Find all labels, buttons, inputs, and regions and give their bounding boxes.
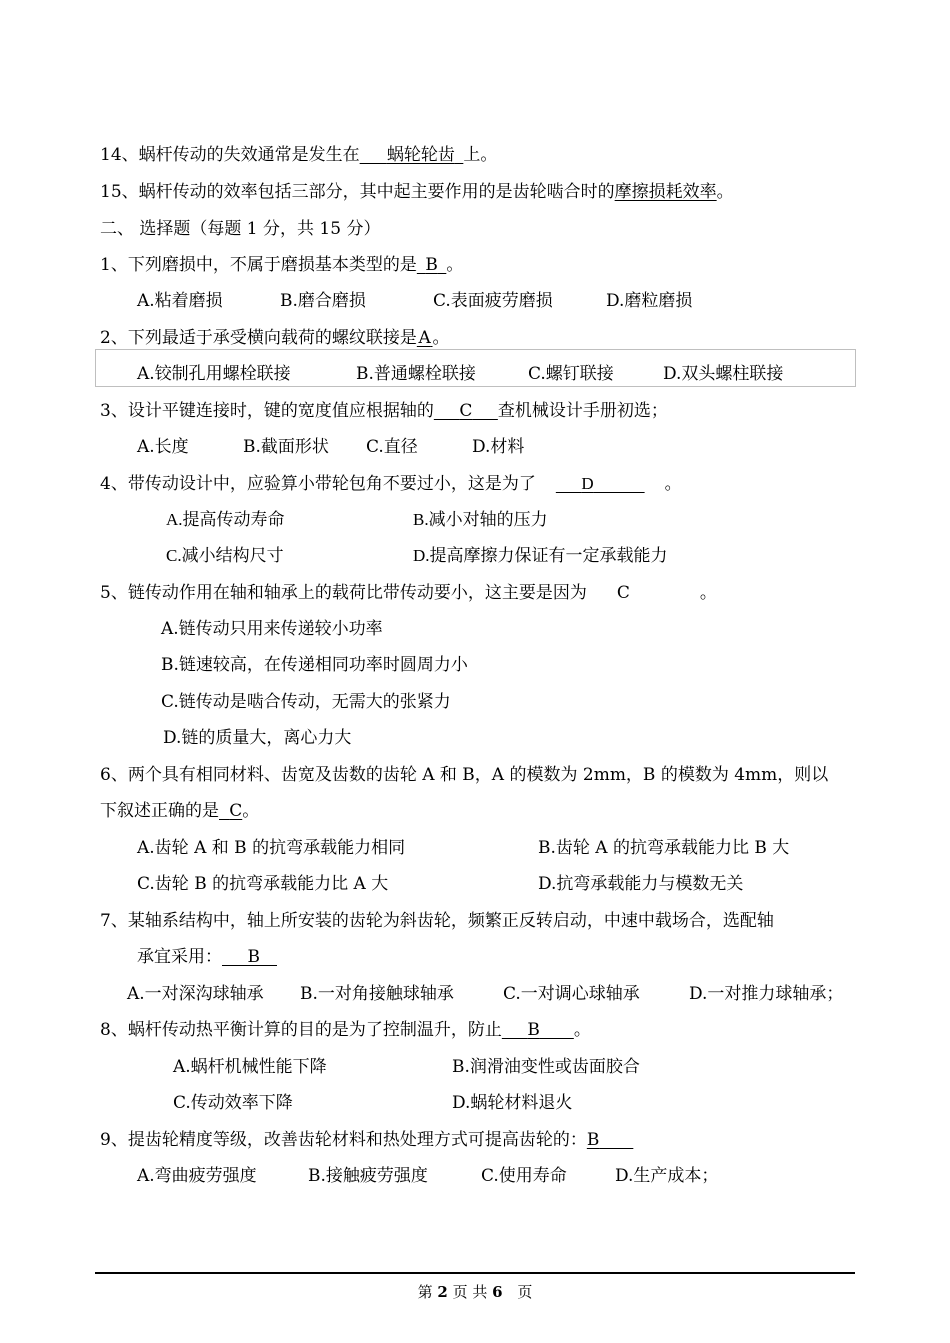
c4-option-c: C.减小结构尺寸 <box>166 546 284 565</box>
choice-question-5 <box>100 582 717 604</box>
q14-post: 上。 <box>463 145 498 165</box>
c6-option-a: A.齿轮 A 和 B 的抗弯承载能力相同 <box>137 838 406 858</box>
c1-option-c: C.表面疲劳磨损 <box>433 291 553 311</box>
c3-option-d: D.材料 <box>472 437 525 457</box>
c7-option-d: D.一对推力球轴承； <box>689 984 844 1004</box>
c4-stem: 4、带传动设计中，应验算小带轮包角不要过小，这是为了 <box>100 474 536 494</box>
c9-option-d: D.生产成本； <box>615 1166 719 1186</box>
c2-answer: A <box>418 328 431 348</box>
c3-option-a: A.长度 <box>137 437 189 457</box>
c2-option-a: A.铰制孔用螺栓联接 <box>137 364 291 384</box>
c2-post: 。 <box>432 328 450 348</box>
choice-question-9 <box>100 1129 633 1151</box>
c8-answer: B <box>527 1020 540 1040</box>
choice-question-3 <box>100 400 668 422</box>
c6-stem: 下叙述正确的是 <box>100 801 219 821</box>
c1-answer: B <box>425 255 438 275</box>
q14-text: 14、蜗杆传动的失效通常是发生在 <box>100 145 360 165</box>
c5-option-d: D.链的质量大，离心力大 <box>163 728 352 748</box>
c8-option-b: B.润滑油变性或齿面胶合 <box>452 1057 640 1077</box>
c8-stem: 8、蜗杆传动热平衡计算的目的是为了控制温升，防止 <box>100 1020 502 1040</box>
choice-question-2 <box>100 327 450 349</box>
q15-text: 15、蜗杆传动的效率包括三部分，其中起主要作用的是齿轮啮合时的 <box>100 182 615 202</box>
c9-stem: 9、提齿轮精度等级，改善齿轮材料和热处理方式可提高齿轮的： <box>100 1130 587 1150</box>
c6-answer: C <box>229 801 243 821</box>
footer-mid: 页 共 <box>452 1283 488 1301</box>
c8-post: 。 <box>573 1020 591 1040</box>
c5-answer: C <box>616 583 630 603</box>
c1-post: 。 <box>446 255 464 275</box>
question-15 <box>100 181 734 203</box>
choice-question-6-line2 <box>100 800 259 822</box>
c9-option-c: C.使用寿命 <box>481 1166 567 1186</box>
c9-answer: B <box>586 1130 600 1150</box>
page-footer <box>0 1282 950 1302</box>
c7-option-c: C.一对调心球轴承 <box>503 984 640 1004</box>
c3-option-c: C.直径 <box>366 437 418 457</box>
choice-question-7-line2 <box>137 946 277 968</box>
c8-option-c: C.传动效率下降 <box>173 1093 293 1113</box>
c6-option-b: B.齿轮 A 的抗弯承载能力比 B 大 <box>538 838 790 858</box>
c8-option-a: A.蜗杆机械性能下降 <box>173 1057 327 1077</box>
c6-post: 。 <box>242 801 260 821</box>
footer-rule <box>95 1272 855 1274</box>
c7-option-b: B.一对角接触球轴承 <box>300 984 454 1004</box>
c3-answer: C <box>459 401 473 421</box>
c4-post: 。 <box>664 474 682 494</box>
c4-option-a: A.提高传动寿命 <box>166 510 285 529</box>
choice-question-8 <box>100 1019 591 1041</box>
choice-question-1 <box>100 254 463 276</box>
c3-stem: 3、设计平键连接时，键的宽度值应根据轴的 <box>100 401 434 421</box>
c5-option-b: B.链速较高，在传递相同功率时圆周力小 <box>161 655 468 675</box>
c2-option-b: B.普通螺栓联接 <box>356 364 476 384</box>
c9-option-a: A.弯曲疲劳强度 <box>137 1166 257 1186</box>
q14-answer: 蜗轮轮齿 <box>386 145 455 165</box>
question-14 <box>100 144 497 166</box>
c1-option-d: D.磨粒磨损 <box>606 291 693 311</box>
c9-option-b: B.接触疲劳强度 <box>308 1166 428 1186</box>
c8-option-d: D.蜗轮材料退火 <box>452 1093 573 1113</box>
c5-option-a: A.链传动只用来传递较小功率 <box>161 619 383 639</box>
q15-answer: 摩擦损耗效率 <box>614 182 717 202</box>
c5-option-c: C.链传动是啮合传动，无需大的张紧力 <box>161 692 451 712</box>
c6-option-c: C.齿轮 B 的抗弯承载能力比 A 大 <box>137 874 389 894</box>
q15-post: 。 <box>716 182 734 202</box>
c2-option-c: C.螺钉联接 <box>528 364 614 384</box>
c5-post: 。 <box>699 583 717 603</box>
section-heading: 二、 选择题（每题 1 分，共 15 分） <box>100 219 381 239</box>
c5-stem: 5、链传动作用在轴和轴承上的载荷比带传动要小，这主要是因为 <box>100 583 587 603</box>
c4-option-d: D.提高摩擦力保证有一定承载能力 <box>413 546 668 565</box>
footer-pre: 第 <box>417 1283 433 1301</box>
footer-post: 页 <box>517 1283 533 1301</box>
c4-answer: D <box>581 474 594 493</box>
c1-option-a: A.粘着磨损 <box>137 291 223 311</box>
c7-option-a: A.一对深沟球轴承 <box>127 984 264 1004</box>
c7-stem: 承宜采用： <box>137 947 222 967</box>
c1-option-b: B.磨合磨损 <box>280 291 366 311</box>
c3-post: 查机械设计手册初选； <box>497 401 668 421</box>
c4-option-b: B.减小对轴的压力 <box>413 510 548 529</box>
c3-option-b: B.截面形状 <box>243 437 329 457</box>
c1-stem: 1、下列磨损中，不属于磨损基本类型的是 <box>100 255 417 275</box>
choice-question-7-line1: 7、某轴系结构中，轴上所安装的齿轮为斜齿轮，频繁正反转启动，中速中载场合，选配轴 <box>100 911 774 931</box>
choice-question-4 <box>100 473 682 495</box>
choice-question-6-line1: 6、两个具有相同材料、齿宽及齿数的齿轮 A 和 B，A 的模数为 2mm，B 的模数为 4mm，则以 <box>100 765 829 785</box>
c6-option-d: D.抗弯承载能力与模数无关 <box>538 874 744 894</box>
page-total: 6 <box>492 1283 503 1301</box>
page-number: 2 <box>437 1283 448 1301</box>
c2-stem: 2、下列最适于承受横向载荷的螺纹联接是 <box>100 328 417 348</box>
c2-option-d: D.双头螺柱联接 <box>663 364 784 384</box>
c7-answer: B <box>247 947 260 967</box>
